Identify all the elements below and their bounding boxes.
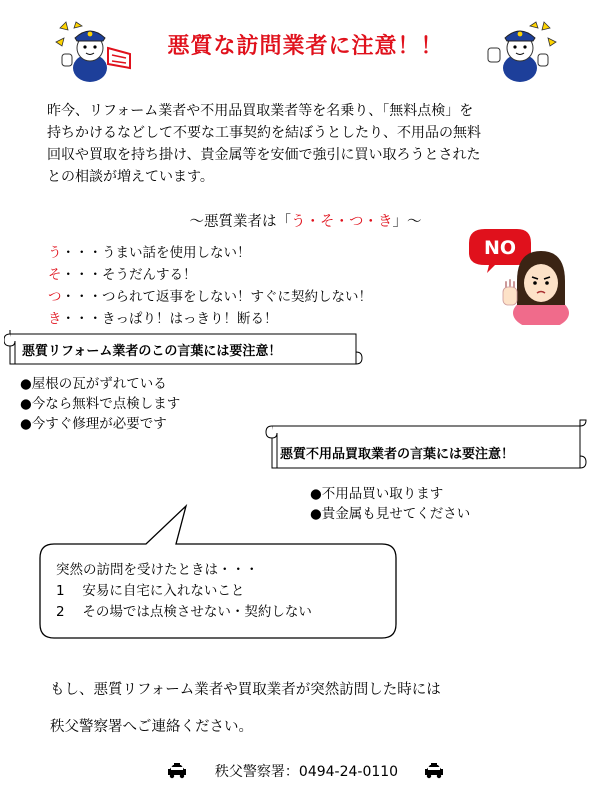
intro-line: 持ちかけるなどして不要な工事契約を結ぼうとしたり、不用品の無料 — [47, 125, 481, 141]
rule-text: ・・・うまい話を使用しない！ — [61, 245, 251, 261]
intro-paragraph — [47, 100, 567, 188]
list-item — [48, 286, 372, 308]
rule-text: ・・・つられて返事をしない！すぐに契約しない！ — [61, 289, 372, 305]
list-item: ●不用品買い取ります — [310, 486, 444, 502]
buyer-warning-label: 悪質不用品買取業者の言葉には要注意！ — [280, 447, 515, 462]
closing-line-2: 秩父警察署へご連絡ください。 — [50, 719, 253, 735]
list-item: 1 安易に自宅に入れないこと — [56, 583, 245, 599]
rule-kana: そ — [48, 267, 62, 283]
rule-kana: つ — [48, 289, 62, 305]
police-car-icon — [424, 763, 444, 779]
intro-line: との相談が増えています。 — [47, 169, 214, 185]
list-item: ●今すぐ修理が必要です — [20, 416, 167, 432]
utsuki-suffix: 」〜 — [392, 214, 422, 230]
list-item: ●今なら無料で点検します — [20, 396, 181, 412]
closing-line-1: もし、悪質リフォーム業者や買取業者が突然訪問した時には — [50, 682, 441, 698]
police-mascot-right-icon — [480, 18, 560, 86]
list-item: ●貴金属も見せてください — [310, 506, 471, 522]
no-sign-text: NO — [483, 237, 517, 259]
list-item — [48, 242, 372, 264]
utsuki-prefix: 〜悪質業者は「 — [189, 214, 291, 230]
list-item: ●屋根の瓦がずれている — [20, 376, 167, 392]
rule-kana: う — [48, 245, 62, 261]
reform-warning-label: 悪質リフォーム業者のこの言葉には要注意！ — [22, 344, 282, 359]
utsuki-highlight: う・そ・つ・き — [291, 214, 393, 230]
advice-text — [56, 560, 312, 623]
utsuki-rules-list — [48, 242, 372, 330]
list-item: 2 その場では点検させない・契約しない — [56, 604, 312, 620]
rule-kana: き — [48, 311, 62, 327]
advice-lead: 突然の訪問を受けたときは・・・ — [56, 562, 259, 578]
intro-line: 昨今、リフォーム業者や不用品買取業者等を名乗り、「無料点検」を — [47, 103, 474, 119]
rule-text: ・・・きっぱり！はっきり！断る！ — [61, 311, 278, 327]
police-phone: 秩父警察署：0494-24-0110 — [214, 764, 399, 780]
police-car-icon — [167, 763, 187, 779]
no-sign-girl-illustration — [465, 225, 573, 325]
intro-line: 回収や買取を持ち掛け、貴金属等を安価で強引に買い取ろうとされた — [47, 147, 481, 163]
page-title: 悪質な訪問業者に注意！！ — [167, 34, 444, 59]
reform-bullets — [20, 374, 180, 434]
rule-text: ・・・そうだんする！ — [61, 267, 197, 283]
list-item — [48, 264, 372, 286]
footer-contact — [0, 761, 611, 781]
